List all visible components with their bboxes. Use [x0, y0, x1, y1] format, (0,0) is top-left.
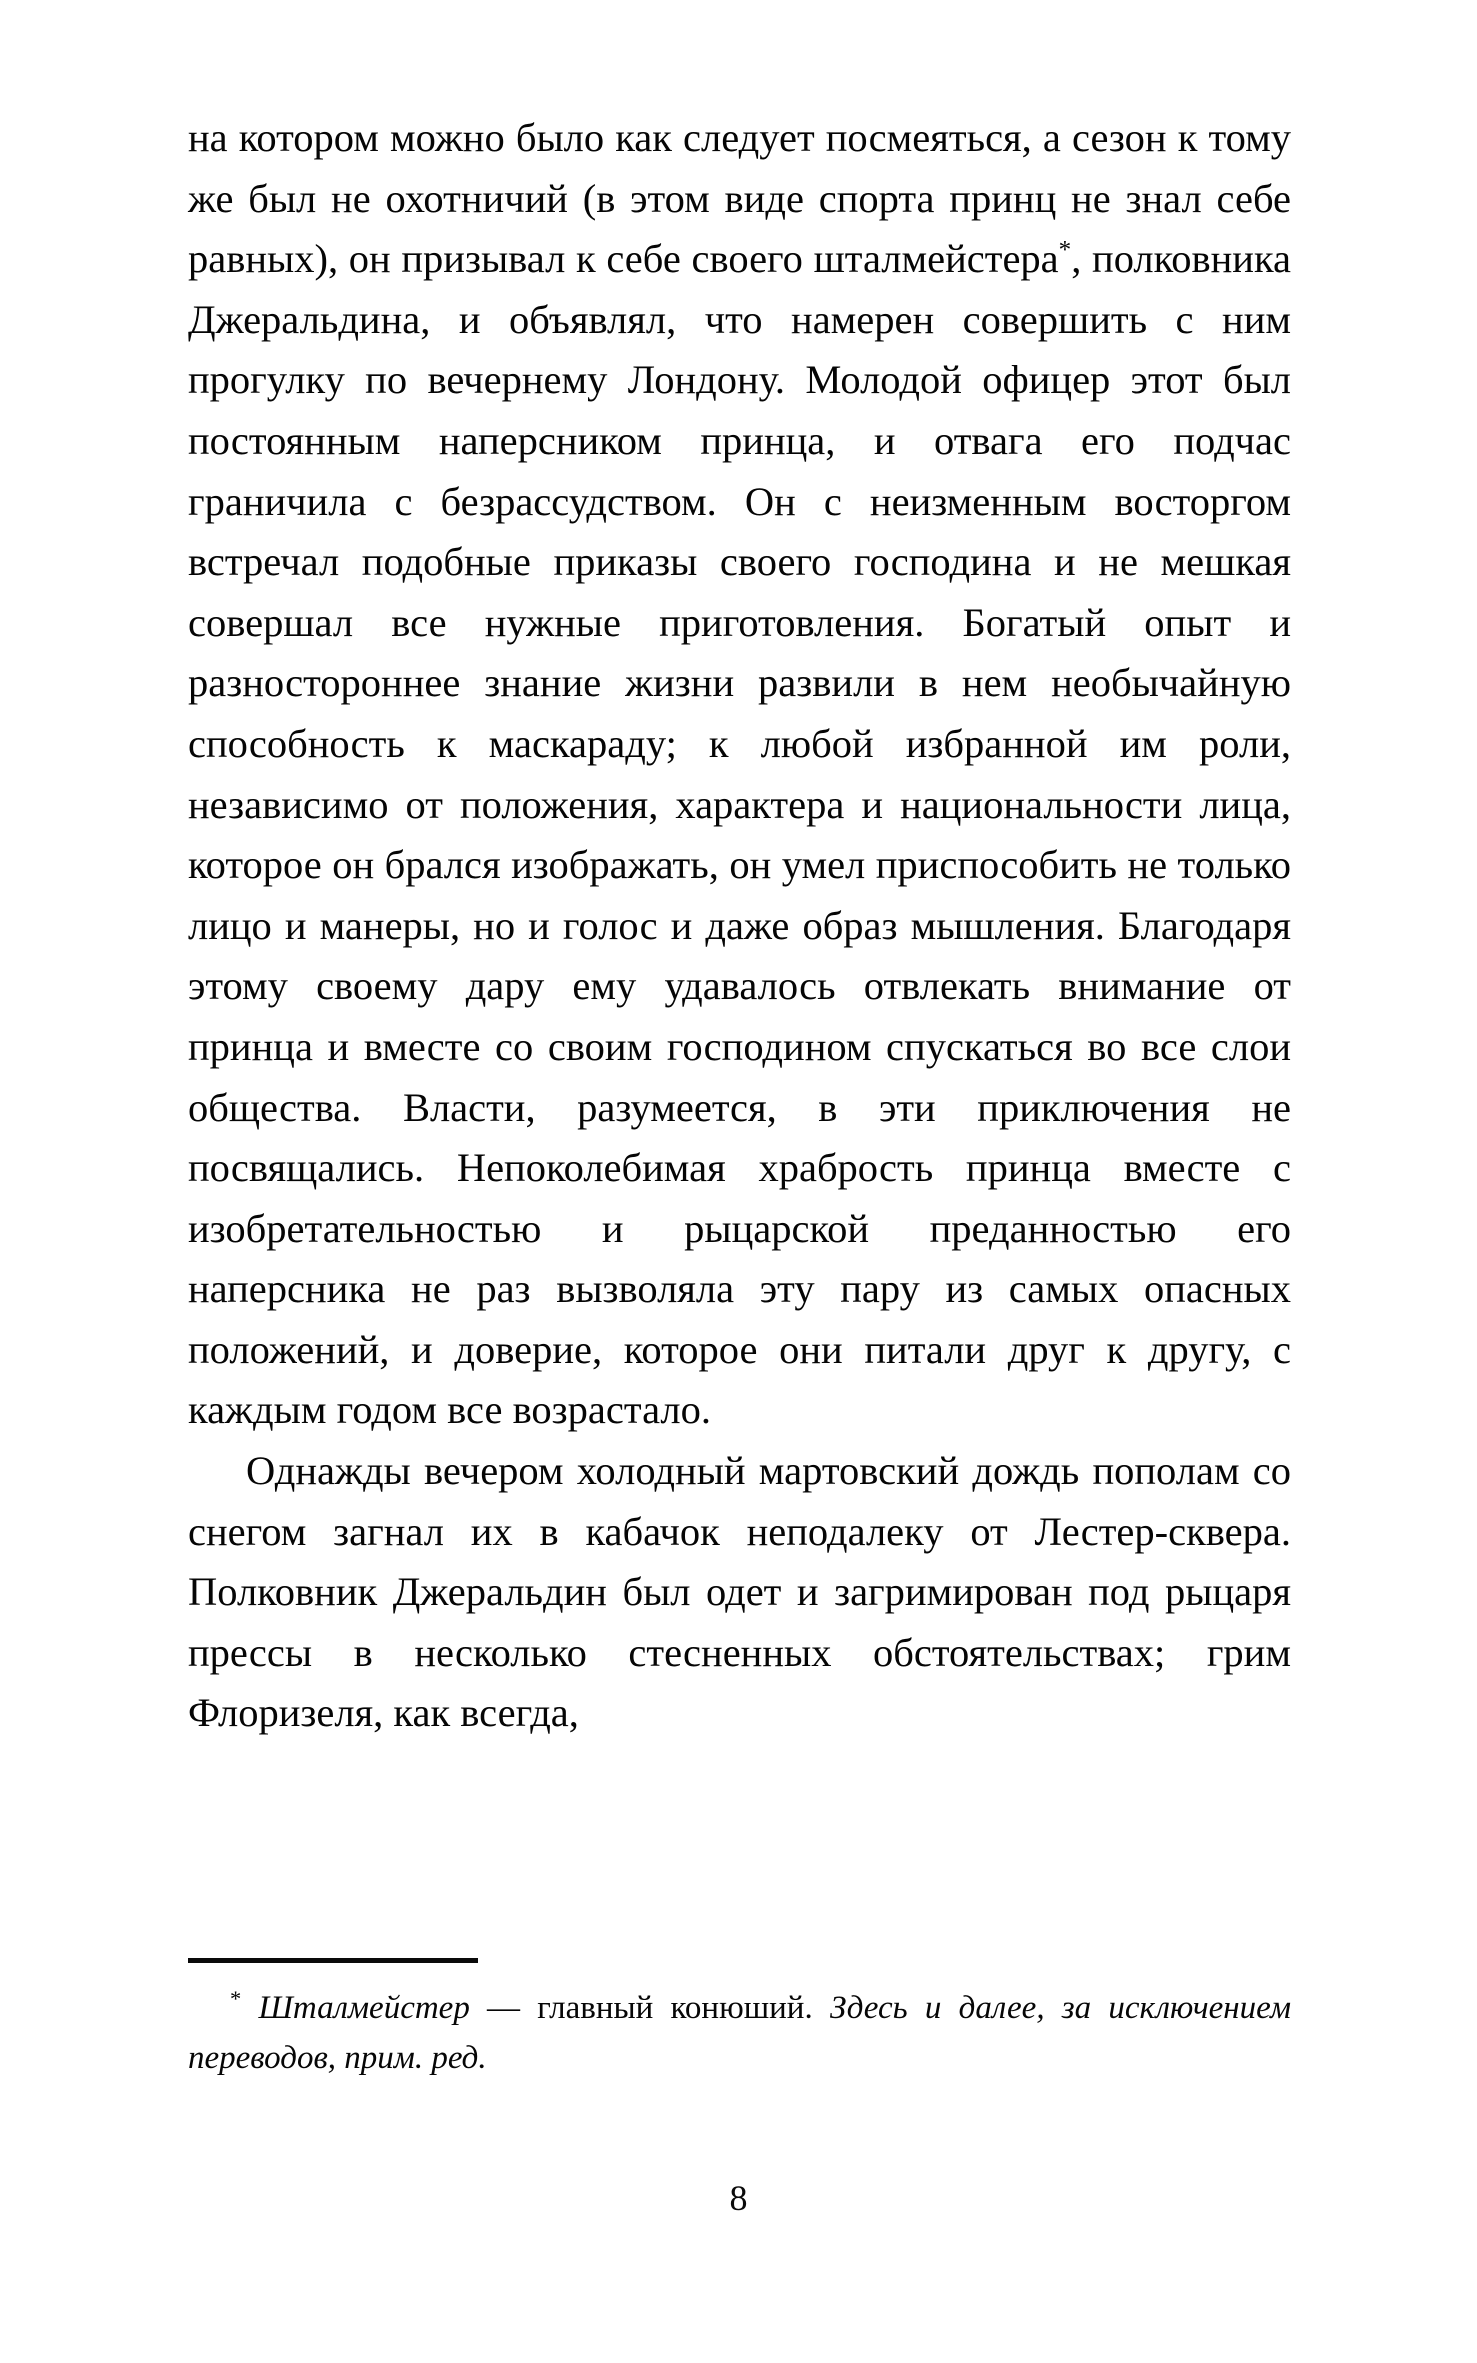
- footnote-text: * Шталмейстер — главный конюший. Здесь и далее, за исключением переводов, прим. ред.: [188, 1986, 1292, 2076]
- footnote-marker: *: [230, 1986, 242, 2011]
- body-text-block: [188, 108, 1291, 1744]
- page-number: 8: [729, 2178, 748, 2218]
- footnote-reference-marker[interactable]: *: [1058, 236, 1072, 264]
- paragraph: на котором можно было как следует посмеяться, а сезон к тому же был не охотничий (в этом виде спорта принц не знал себе равных), он призывал к себе своего шталмейстера*, полковника Джеральдина, и объявлял, что намерен совершить с ним прогулку по вечернему Лондону. Молодой офицер этот был постоянным наперсником принца, и отвага его подчас граничила с безрассудством. Он с неизменным восторгом встречал подобные приказы своего господина и не мешкая совершал все нужные приготовления. Богатый опыт и разностороннее знание жизни развили в нем необычайную способность к маскараду; к любой избранной им роли, независимо от положения, характера и национальности лица, которое он брался изображать, он умел приспособить не только лицо и манеры, но и голос и даже образ мышления. Благодаря этому своему дару ему удавалось отвлекать внимание от принца и вместе со своим господином спускаться во все слои общества. Власти, разумеется, в эти приключения не посвящались. Непоколебимая храбрость принца вместе с изобретательностью и рыцарской преданностью его наперсника не раз вызволяла эту пару из самых опасных положений, и доверие, которое они питали друг к другу, с каждым годом все возрастало.: [188, 115, 1291, 1433]
- paragraph: Однажды вечером холодный мартовский дождь пополам со снегом загнал их в кабачок неподалеку от Лестер-сквера. Полковник Джеральдин был одет и загримирован под рыцаря прессы в несколько стесненных обстоятельствах; грим Флоризеля, как всегда,: [188, 1448, 1291, 1736]
- footnote-italic-run: Шталмейстер: [258, 1990, 470, 2026]
- footnote-area: [188, 1958, 1291, 2083]
- footnote-separator-rule: [188, 1958, 478, 1963]
- page-body-content: [188, 108, 1291, 1744]
- footnote-italic-run: Здесь и далее, за исключением переводов, прим. ред.: [188, 1990, 1292, 2076]
